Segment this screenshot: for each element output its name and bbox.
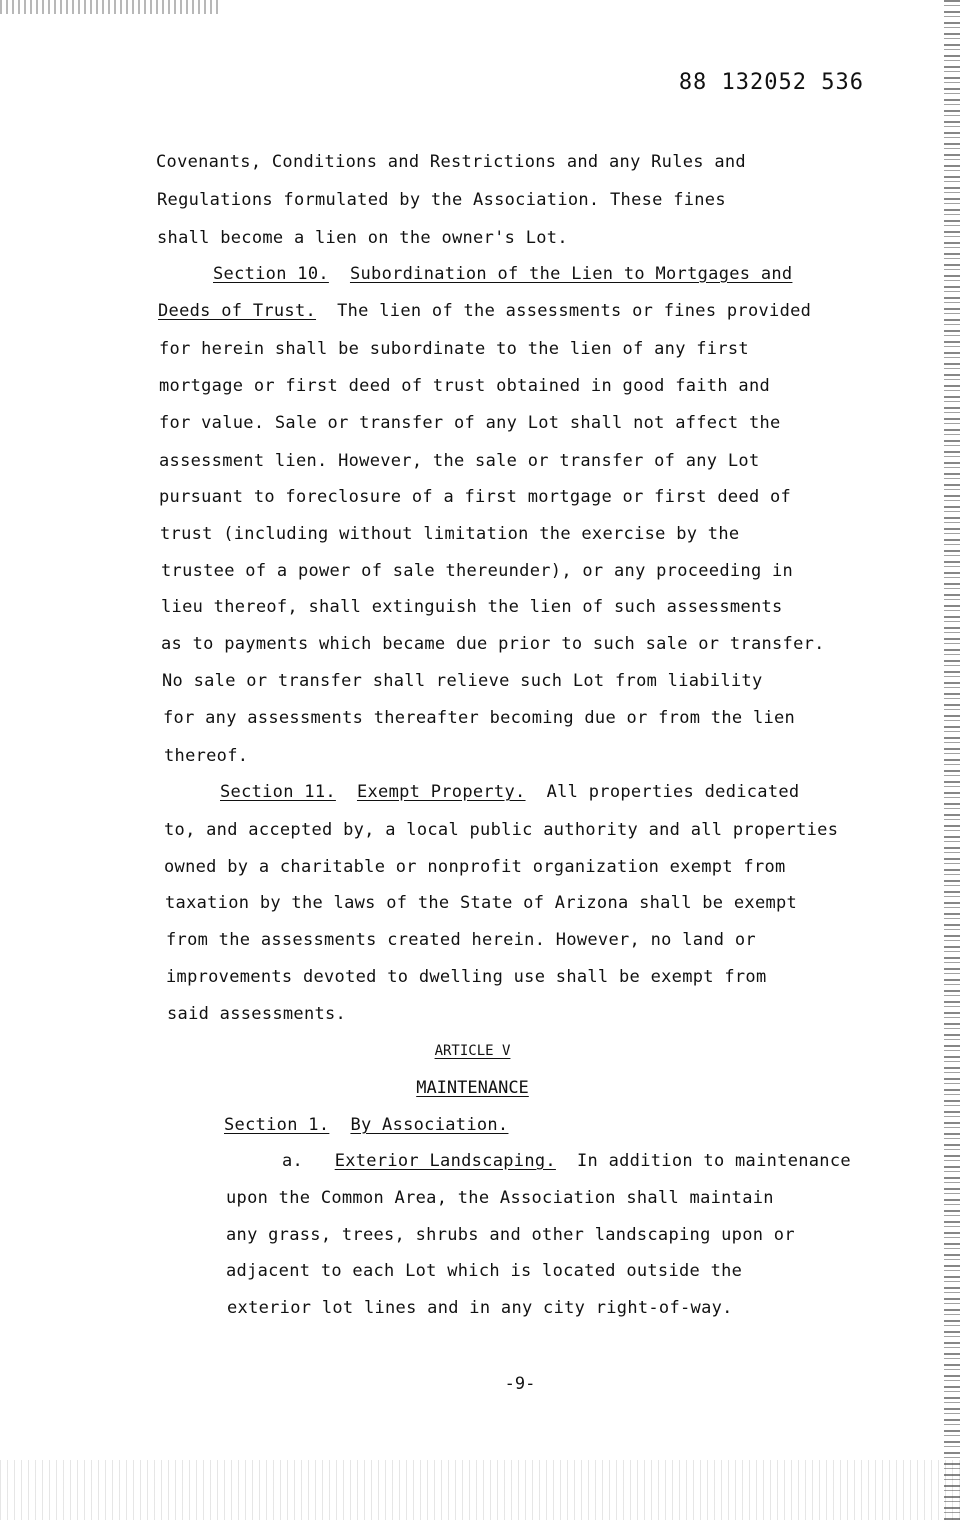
text-line: thereof. [164, 746, 249, 766]
scan-artifact-edge [944, 0, 960, 1520]
text-line: pursuant to foreclosure of a first mortgage or first deed of [159, 487, 792, 507]
text-line: adjacent to each Lot which is located outside the [226, 1261, 743, 1281]
text-line: shall become a lien on the owner's Lot. [157, 228, 568, 248]
text-line: as to payments which became due prior to such sale or transfer. [161, 634, 825, 654]
subsection-title: Exterior Landscaping. [334, 1151, 556, 1171]
page-number: -9- [504, 1374, 536, 1394]
text-line: trust (including without limitation the exercise by the [160, 524, 740, 544]
article-title-text: MAINTENANCE [416, 1078, 529, 1098]
text-line: to, and accepted by, a local public authority and all properties [164, 820, 839, 840]
text-line: said assessments. [167, 1004, 347, 1024]
text-line [158, 301, 811, 321]
scan-artifact-top [0, 0, 220, 14]
text-line: upon the Common Area, the Association shall maintain [226, 1188, 774, 1208]
scan-artifact-bottom [0, 1460, 960, 1520]
text-span: All properties dedicated [546, 782, 800, 802]
text-line: assessment lien. However, the sale or transfer of any Lot [159, 451, 760, 471]
text-line: No sale or transfer shall relieve such Lot from liability [162, 671, 763, 691]
text-span: The lien of the assessments or fines provided [337, 301, 812, 321]
text-line: exterior lot lines and in any city right-of-way. [227, 1298, 733, 1318]
section-1-heading [224, 1115, 508, 1135]
text-line: for any assessments thereafter becoming due or from the lien [163, 708, 796, 728]
article-title [0, 1078, 945, 1098]
section-title: By Association. [350, 1115, 509, 1135]
section-label: Section 10. [213, 264, 329, 284]
text-line: from the assessments created herein. However, no land or [166, 930, 756, 950]
text-line: Covenants, Conditions and Restrictions and any Rules and [156, 152, 746, 172]
text-line: Regulations formulated by the Association. These fines [157, 190, 726, 210]
article-heading [0, 1043, 945, 1059]
section-title: Deeds of Trust. [158, 301, 317, 321]
section-label: Section 11. [220, 782, 336, 802]
text-line: taxation by the laws of the State of Arizona shall be exempt [165, 893, 798, 913]
text-line: lieu thereof, shall extinguish the lien of such assessments [161, 597, 783, 617]
section-10-heading [213, 264, 792, 284]
text-line: any grass, trees, shrubs and other landscaping upon or [226, 1225, 795, 1245]
subsection-label: a. [282, 1151, 304, 1171]
text-line: mortgage or first deed of trust obtained in good faith and [159, 376, 771, 396]
article-label: ARTICLE V [434, 1043, 511, 1059]
document-number: 88 132052 536 [678, 70, 864, 95]
text-line: owned by a charitable or nonprofit organization exempt from [164, 857, 786, 877]
section-title: Subordination of the Lien to Mortgages and [349, 264, 793, 284]
text-line: improvements devoted to dwelling use shall be exempt from [166, 967, 767, 987]
section-label: Section 1. [224, 1115, 330, 1135]
section-11-heading [220, 782, 799, 802]
text-line: for value. Sale or transfer of any Lot shall not affect the [159, 413, 781, 433]
text-span: In addition to maintenance [577, 1151, 851, 1171]
section-title: Exempt Property. [356, 782, 526, 802]
text-line: for herein shall be subordinate to the lien of any first [159, 339, 749, 359]
subsection-a-heading [282, 1151, 851, 1171]
text-line: trustee of a power of sale thereunder), or any proceeding in [161, 561, 794, 581]
